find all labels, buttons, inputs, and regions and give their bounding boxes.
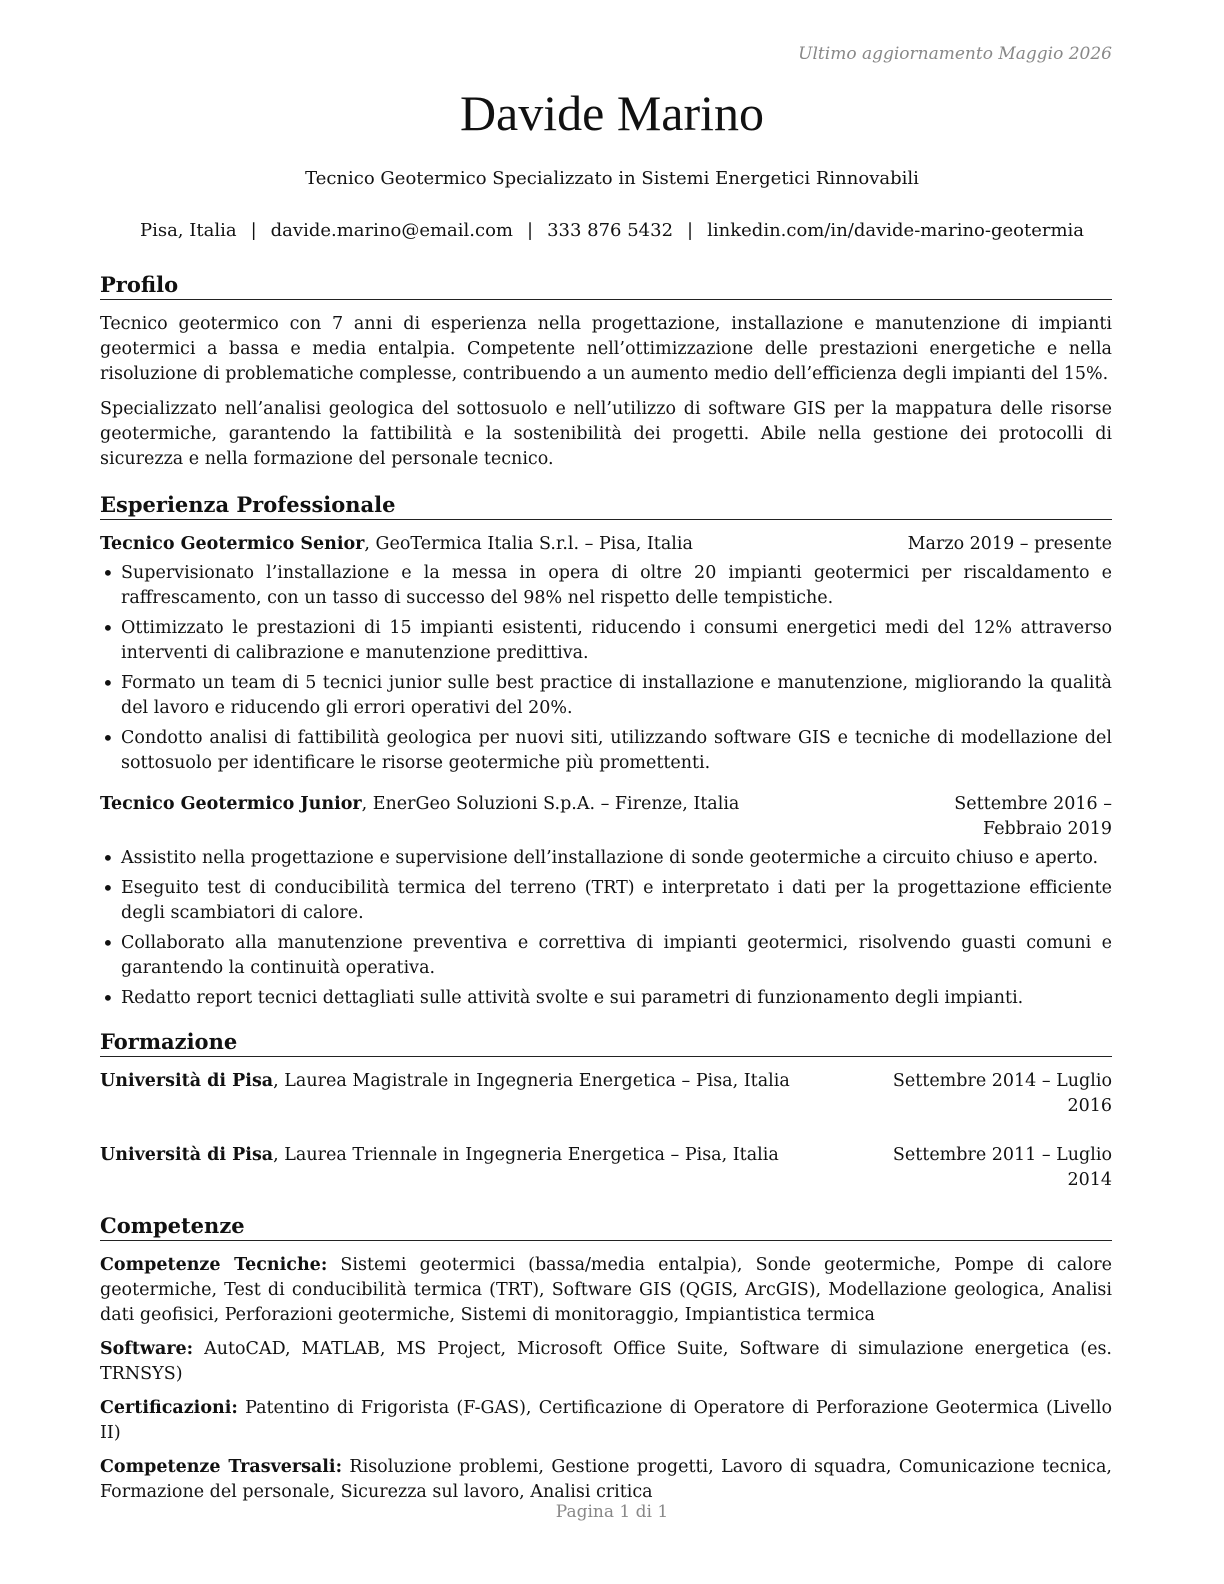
education-degree: , Laurea Magistrale in Ingegneria Energetica – Pisa, Italia [273,1071,790,1091]
skill-text: Risoluzione problemi, Gestione progetti, Lavoro di squadra, Comunicazione tecnica, Formazione del personale, Sicurezza sul lavoro, Analisi critica [100,1457,1112,1502]
job-header [100,792,1112,842]
skill-label: Certificazioni: [100,1398,238,1418]
job-bullet: • Ottimizzato le prestazioni di 15 impianti esistenti, riducendo i consumi energetici medi del 12% attraverso interventi di calibrazione e manutenzione predittiva. [100,616,1112,666]
education-item [100,1069,1112,1119]
contact-line [0,220,1224,241]
page-number: Pagina 1 di 1 [555,1502,669,1522]
last-updated: Ultimo aggiornamento Maggio 2026 [798,44,1112,64]
job-dates: Marzo 2019 – presente [907,534,1112,554]
skill-label: Competenze Tecniche: [100,1255,328,1275]
job-company: , GeoTermica Italia S.r.l. – Pisa, Italia [364,534,693,554]
skill-line [100,1455,1112,1505]
section-title-profile: Profilo [100,272,1112,300]
profile-paragraph: Specializzato nell’analisi geologica del sottosuolo e nell’utilizzo di software GIS per la mappatura delle risorse geotermiche, garantendo la fattibilità e la sostenibilità dei progetti. Abile nella gestione dei protocolli di sicurezza e nella formazione del personale tecnico. [100,399,1112,469]
contact-location: Pisa, Italia [139,220,237,241]
contact-separator: | [527,220,534,241]
skill-line [100,1253,1112,1328]
job-bullet: • Formato un team di 5 tecnici junior sulle best practice di installazione e manutenzione, migliorando la qualità del lavoro e riducendo gli errori operativi del 20%. [100,671,1112,721]
skill-text: AutoCAD, MATLAB, MS Project, Microsoft Office Suite, Software di simulazione energetica (es. TRNSYS) [100,1339,1112,1384]
job-bullet: • Supervisionato l’installazione e la messa in opera di oltre 20 impianti geotermici per riscaldamento e raffrescamento, con un tasso di successo del 98% nel rispetto delle tempistiche. [100,561,1112,611]
job-bullet: • Assistito nella progettazione e supervisione dell’installazione di sonde geotermiche a circuito chiuso e aperto. [100,846,1112,871]
section-title-skills: Competenze [100,1213,1112,1241]
job-bullets [100,561,1112,776]
skill-label: Software: [100,1339,194,1359]
contact-separator: | [250,220,257,241]
job-role: Tecnico Geotermico Junior [100,794,362,814]
profile-paragraph: Tecnico geotermico con 7 anni di esperienza nella progettazione, installazione e manutenzione di impianti geotermici a bassa e media entalpia. Competente nell’ottimizzazione delle prestazioni energetiche e nella risoluzione di problematiche complesse, contribuendo a un aumento medio dell’efficienza degli impianti del 15%. [100,314,1112,384]
section-title-experience: Esperienza Professionale [100,492,1112,520]
education-dates: Settembre 2014 – Luglio 2016 [892,1071,1112,1116]
candidate-name: Davide Marino [459,85,765,141]
education-school: Università di Pisa [100,1071,274,1091]
resume-body [100,272,1112,1514]
job-bullet: • Condotto analisi di fattibilità geologica per nuovi siti, utilizzando software GIS e tecniche di modellazione del sottosuolo per identificare le risorse geotermiche più promettenti. [100,726,1112,776]
contact-phone: 333 876 5432 [547,220,674,241]
education-degree: , Laurea Triennale in Ingegneria Energetica – Pisa, Italia [273,1145,779,1165]
contact-email[interactable]: davide.marino@email.com [270,220,513,241]
skill-text: Sistemi geotermici (bassa/media entalpia), Sonde geotermiche, Pompe di calore geotermiche, Test di conducibilità termica (TRT), Software GIS (QGIS, ArcGIS), Modellazione geologica, Analisi dati geofisici, Perforazioni geotermiche, Sistemi di monitoraggio, Impiantistica termica [100,1255,1112,1325]
job-role: Tecnico Geotermico Senior [100,534,365,554]
tagline: Tecnico Geotermico Specializzato in Sistemi Energetici Rinnovabili [305,168,919,189]
job-bullet: • Redatto report tecnici dettagliati sulle attività svolte e sui parametri di funzionamento degli impianti. [100,986,1112,1011]
education-item [100,1143,1112,1193]
job-company: , EnerGeo Soluzioni S.p.A. – Firenze, Italia [361,794,740,814]
skill-label: Competenze Trasversali: [100,1457,343,1477]
contact-separator: | [687,220,694,241]
section-title-education: Formazione [100,1029,1112,1057]
education-dates: Settembre 2011 – Luglio 2014 [892,1145,1112,1190]
job-bullet: • Eseguito test di conducibilità termica del terreno (TRT) e interpretato i dati per la progettazione efficiente degli scambiatori di calore. [100,876,1112,926]
skill-text: Patentino di Frigorista (F-GAS), Certificazione di Operatore di Perforazione Geotermica (Livello II) [100,1398,1112,1443]
skill-line [100,1396,1112,1446]
education-school: Università di Pisa [100,1145,274,1165]
skill-line [100,1337,1112,1387]
job-header [100,532,1112,557]
job-bullets [100,846,1112,1011]
job-dates: Settembre 2016 – Febbraio 2019 [954,794,1112,839]
job-bullet: • Collaborato alla manutenzione preventiva e correttiva di impianti geotermici, risolvendo guasti comuni e garantendo la continuità operativa. [100,931,1112,981]
contact-linkedin[interactable]: linkedin.com/in/davide-marino-geotermia [707,220,1085,241]
